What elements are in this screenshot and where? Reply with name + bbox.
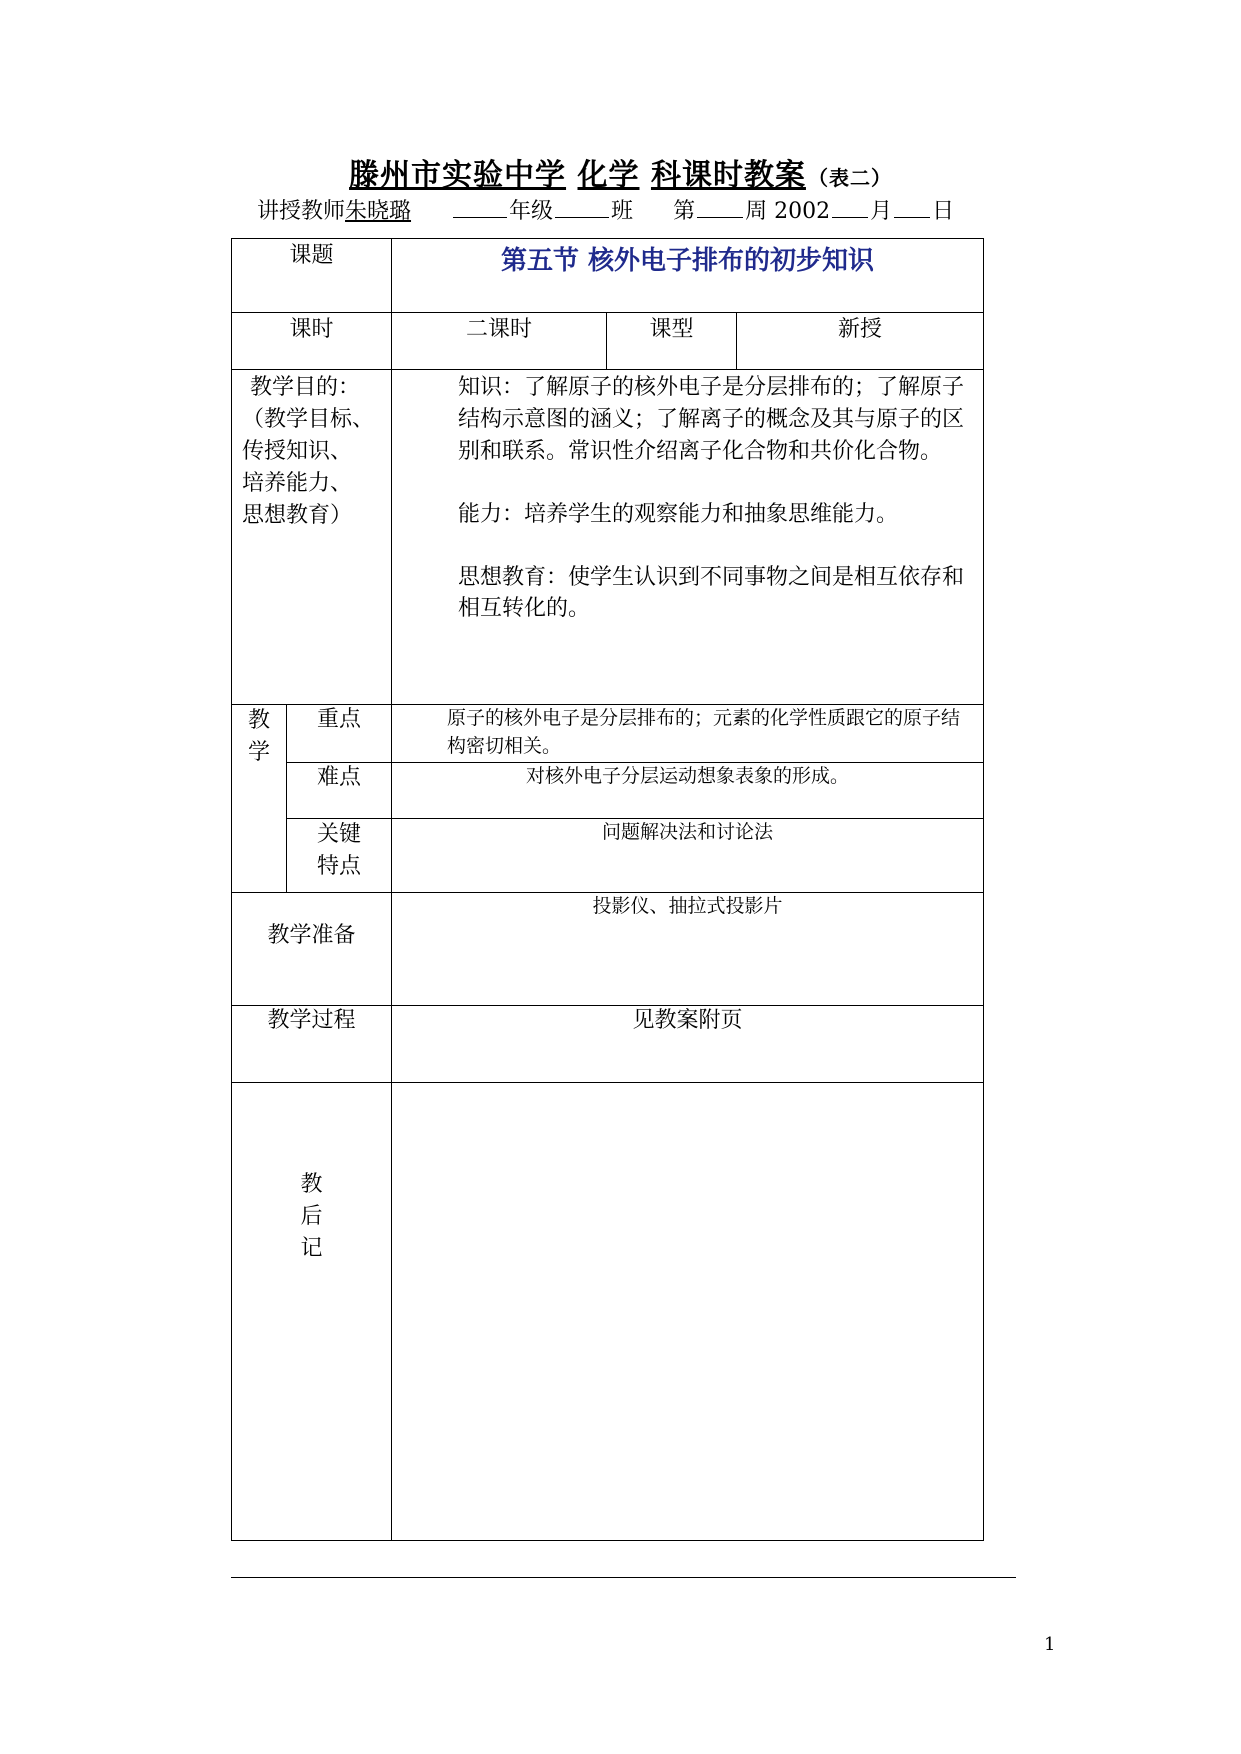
key-value-cell <box>392 705 984 763</box>
type-label: 课型 <box>607 313 737 370</box>
objective-knowledge: 知识：了解原子的核外电子是分层排布的；了解原子结构示意图的涵义；了解离子的概念及其与原子的区别和联系。常识性介绍离子化合物和共价化合物。 <box>458 375 965 464</box>
objectives-label: 教学目的： （教学目标、 传授知识、 培养能力、 思想教育） <box>232 370 392 705</box>
week-prefix: 第 <box>673 199 696 224</box>
table-label: （表二） <box>807 166 892 190</box>
prep-row <box>232 893 984 1006</box>
objective-moral: 思想教育：使学生认识到不同事物之间是相互依存和相互转化的。 <box>458 564 965 622</box>
year: 2002 <box>774 199 831 224</box>
teacher-label: 讲授教师 <box>257 199 346 224</box>
period-row <box>232 313 984 370</box>
objective-ability: 能力：培养学生的观察能力和抽象思维能力。 <box>458 501 899 527</box>
post-notes-content <box>392 1083 984 1541</box>
difficult-value-cell <box>392 763 984 819</box>
prep-value: 投影仪、抽拉式投影片 <box>592 895 783 917</box>
key-value: 原子的核外电子是分层排布的；元素的化学性质跟它的原子结构密切相关。 <box>447 707 961 757</box>
school-name: 滕州市实验中学 <box>349 158 567 193</box>
week-blank <box>697 195 743 218</box>
difficult-value: 对核外电子分层运动想象表象的形成。 <box>526 765 850 787</box>
type-value: 新授 <box>737 313 984 370</box>
month-blank <box>832 195 868 218</box>
teacher-name: 朱晓璐 <box>345 199 412 224</box>
key-row <box>232 705 984 763</box>
class-label: 班 <box>611 199 634 224</box>
grade-label: 年级 <box>509 199 554 224</box>
topic-cell <box>392 239 984 313</box>
footer-rule <box>231 1577 1016 1578</box>
topic-value: 第五节 核外电子排布的初步知识 <box>500 246 875 276</box>
page-number: 1 <box>1044 1634 1056 1655</box>
title-suffix: 科课时教案 <box>650 158 806 193</box>
objectives-row <box>232 370 984 705</box>
teaching-label: 教 学 <box>232 705 287 893</box>
prep-label: 教学准备 <box>232 893 392 1006</box>
process-row <box>232 1006 984 1083</box>
prep-value-cell <box>392 893 984 1006</box>
day-label: 日 <box>932 199 955 224</box>
topic-label: 课题 <box>232 239 392 313</box>
topic-row <box>232 239 984 313</box>
features-value: 问题解决法和讨论法 <box>602 821 774 843</box>
day-blank <box>894 195 930 218</box>
document-title <box>0 150 1241 194</box>
lesson-plan-table <box>231 238 984 1541</box>
period-label: 课时 <box>232 313 392 370</box>
process-value: 见教案附页 <box>392 1006 984 1083</box>
features-value-cell <box>392 819 984 893</box>
difficult-label: 难点 <box>287 763 392 819</box>
subject-name: 化学 <box>577 158 640 193</box>
key-label: 重点 <box>287 705 392 763</box>
class-blank <box>555 195 609 218</box>
features-label: 关键 特点 <box>287 819 392 893</box>
post-notes-row <box>232 1083 984 1541</box>
process-label: 教学过程 <box>232 1006 392 1083</box>
objectives-content <box>392 370 984 705</box>
teacher-info-line <box>257 194 954 225</box>
period-value: 二课时 <box>392 313 607 370</box>
post-notes-label: 教 后 记 <box>232 1083 392 1541</box>
month-label: 月 <box>870 199 893 224</box>
grade-blank <box>453 195 507 218</box>
features-row <box>232 819 984 893</box>
difficult-row <box>232 763 984 819</box>
week-label: 周 <box>745 199 768 224</box>
